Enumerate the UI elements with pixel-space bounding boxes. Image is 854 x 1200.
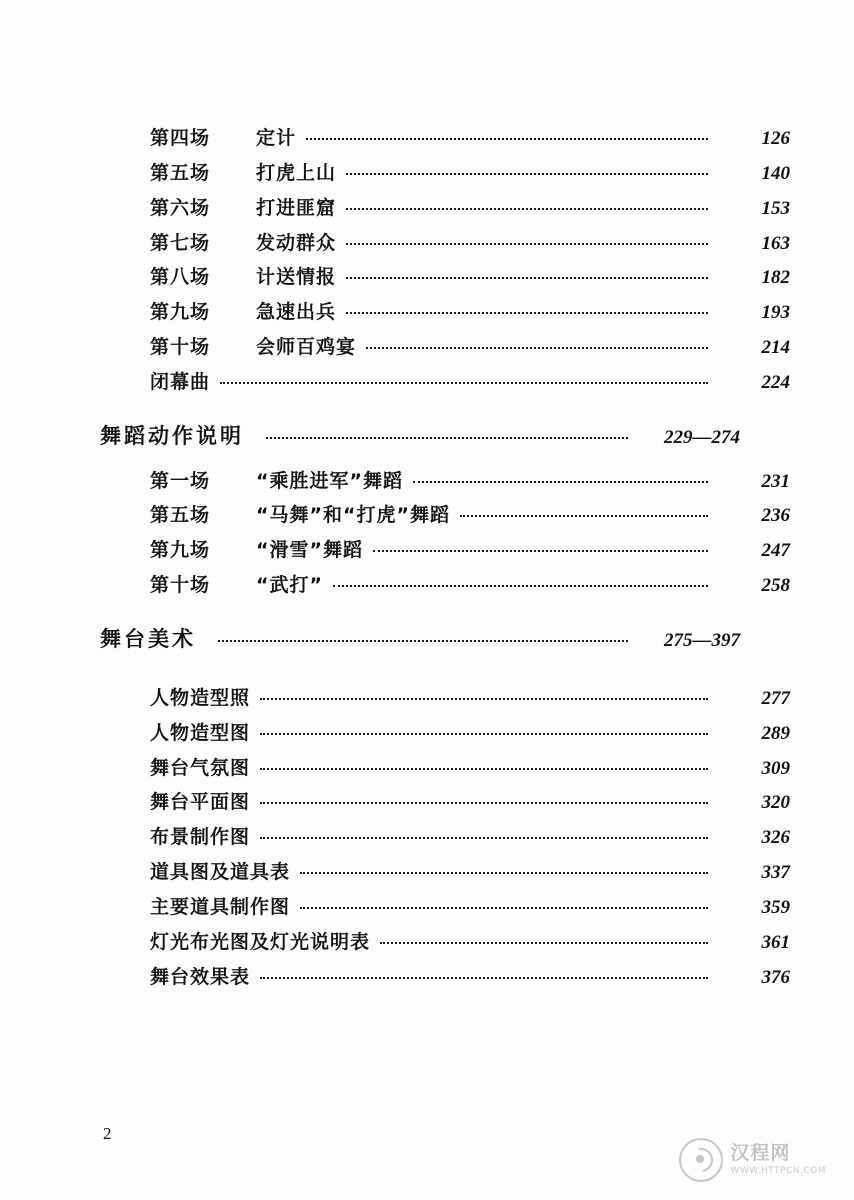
watermark-text	[730, 1144, 826, 1176]
leader-dots	[460, 515, 708, 517]
toc-entry-title: 闭幕曲	[150, 370, 211, 393]
toc-page-number: 193	[761, 302, 790, 324]
leader-dots	[260, 733, 708, 735]
leader-dots	[266, 437, 628, 439]
leader-dots	[260, 802, 708, 804]
leader-dots	[333, 585, 708, 587]
toc-scene-label: 第七场	[150, 231, 211, 254]
leader-dots	[220, 382, 708, 384]
toc-page-number: 376	[761, 966, 790, 988]
leader-dots	[346, 208, 708, 210]
toc-page-number: 359	[761, 896, 790, 918]
toc-entry-title: 计送情报	[256, 266, 337, 289]
toc-entry[interactable]	[100, 723, 790, 745]
leader-dots	[300, 872, 708, 874]
toc-entry-title: “武打”	[256, 574, 323, 597]
leader-dots	[260, 768, 708, 770]
leader-dots	[373, 550, 708, 552]
toc-entry-title: 发动群众	[256, 231, 337, 254]
toc-section-heading-dance[interactable]	[100, 424, 740, 449]
toc-entry-title: 主要道具制作图	[150, 895, 291, 918]
toc-entry[interactable]	[100, 758, 790, 780]
toc-entry[interactable]	[100, 688, 790, 710]
toc-scene-label: 第十场	[150, 336, 211, 359]
toc-scene-label: 第八场	[150, 266, 211, 289]
toc-entry[interactable]	[100, 302, 790, 324]
toc-page-number: 247	[761, 540, 790, 562]
toc-entry[interactable]	[100, 575, 790, 597]
toc-entry[interactable]	[100, 372, 790, 394]
toc-entry[interactable]	[100, 827, 790, 849]
toc-page-number: 214	[761, 337, 790, 359]
toc-scene-label: 第九场	[150, 301, 211, 324]
toc-scene-label: 第一场	[150, 469, 211, 492]
section-page-range: 229—274	[664, 426, 740, 448]
toc-entry[interactable]	[100, 967, 790, 989]
toc-entry-title: 打进匪窟	[256, 196, 337, 219]
leader-dots	[366, 347, 708, 349]
toc-scene-label: 第五场	[150, 161, 211, 184]
toc-scene-label: 第五场	[150, 504, 211, 527]
toc-entry[interactable]	[100, 267, 790, 289]
toc-entry-title: 急速出兵	[256, 301, 337, 324]
section-title: 舞蹈动作说明	[100, 423, 244, 448]
toc-entry[interactable]	[100, 128, 790, 150]
toc-page-number: 309	[761, 757, 790, 779]
toc-entry[interactable]	[100, 505, 790, 527]
toc-page-number: 231	[761, 470, 790, 492]
toc-page-number: 337	[761, 862, 790, 884]
toc-page-number: 361	[761, 931, 790, 953]
leader-dots	[346, 312, 708, 314]
toc-scene-label: 第九场	[150, 539, 211, 562]
toc-entry[interactable]	[100, 540, 790, 562]
toc-entry[interactable]	[100, 198, 790, 220]
toc-entry[interactable]	[100, 163, 790, 185]
watermark	[679, 1138, 826, 1182]
toc-entry-title: “滑雪”舞蹈	[256, 539, 363, 562]
toc-entry[interactable]	[100, 471, 790, 493]
watermark-url: WWW.HTTPCN.COM	[730, 1165, 826, 1176]
toc-page-number: 236	[761, 505, 790, 527]
leader-dots	[346, 243, 708, 245]
toc-page-number: 326	[761, 827, 790, 849]
toc-scene-label: 第六场	[150, 196, 211, 219]
leader-dots	[306, 138, 708, 140]
toc-entry-title: 人物造型照	[150, 686, 251, 709]
page-folio-number: 2	[103, 1124, 112, 1143]
toc-page-number: 258	[761, 575, 790, 597]
leader-dots	[346, 173, 708, 175]
toc-entry[interactable]	[100, 862, 790, 884]
toc-page-number: 163	[761, 232, 790, 254]
toc-page-number: 140	[761, 162, 790, 184]
toc-page-number: 126	[761, 128, 790, 149]
toc-page-number: 320	[761, 792, 790, 814]
leader-dots	[218, 640, 628, 642]
toc-entry-title: 舞台气氛图	[150, 756, 251, 779]
leader-dots	[260, 698, 708, 700]
toc-page-number: 277	[761, 687, 790, 709]
toc-page-number: 153	[761, 197, 790, 219]
toc-page-number: 224	[761, 371, 790, 393]
toc-section-heading-stage-art[interactable]	[100, 627, 740, 652]
toc-entry-title: 定计	[256, 127, 297, 149]
toc-entry-title: 舞台平面图	[150, 791, 251, 814]
toc-entry-title: 布景制作图	[150, 826, 251, 849]
table-of-contents	[100, 127, 790, 1001]
section-title: 舞台美术	[100, 626, 196, 651]
watermark-title: 汉程网	[730, 1142, 791, 1165]
toc-entry-title: 人物造型图	[150, 721, 251, 744]
toc-entry[interactable]	[100, 897, 790, 919]
toc-entry[interactable]	[100, 932, 790, 954]
leader-dots	[260, 837, 708, 839]
toc-entry-title: “乘胜进军”舞蹈	[256, 469, 403, 492]
toc-entry-title: 道具图及道具表	[150, 861, 291, 884]
spacer	[100, 674, 740, 688]
toc-page-number: 182	[761, 267, 790, 289]
toc-entry-title: 舞台效果表	[150, 965, 251, 988]
leader-dots	[413, 481, 708, 483]
toc-entry-title: 打虎上山	[256, 161, 337, 184]
leader-dots	[380, 942, 708, 944]
toc-entry[interactable]	[100, 792, 790, 814]
leader-dots	[260, 977, 708, 979]
toc-entry[interactable]	[100, 233, 790, 255]
toc-page-number: 289	[761, 722, 790, 744]
section-page-range: 275—397	[664, 629, 740, 651]
toc-entry-title: 灯光布光图及灯光说明表	[150, 930, 371, 953]
leader-dots	[300, 907, 708, 909]
toc-scene-label: 第十场	[150, 574, 211, 597]
toc-entry-title: “马舞”和“打虎”舞蹈	[256, 504, 450, 527]
watermark-logo-icon	[679, 1138, 723, 1182]
toc-scene-label: 第四场	[150, 127, 211, 149]
leader-dots	[346, 277, 708, 279]
toc-entry[interactable]	[100, 337, 790, 359]
toc-entry-title: 会师百鸡宴	[256, 336, 357, 359]
